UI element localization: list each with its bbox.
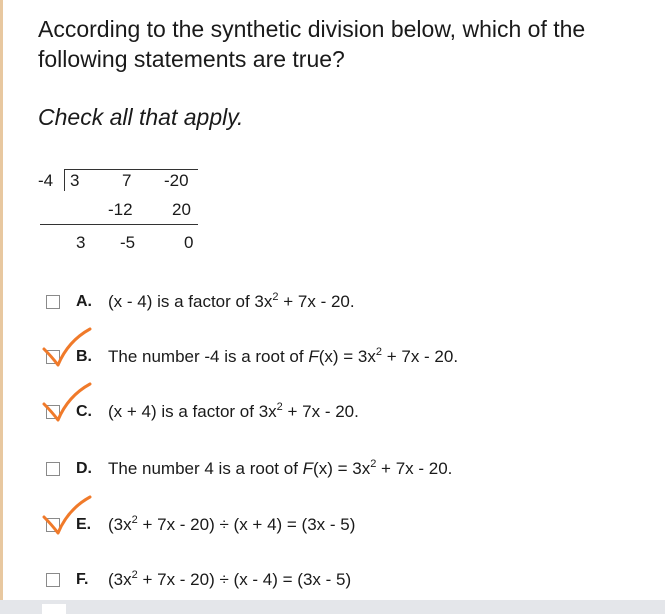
- result-val-1: 3: [76, 233, 86, 252]
- option-b[interactable]: [46, 345, 646, 371]
- option-a[interactable]: [46, 290, 646, 316]
- option-f[interactable]: [46, 568, 646, 594]
- result-val-2: -5: [120, 233, 136, 252]
- top-coef-2: 7: [122, 171, 132, 190]
- option-d-checkbox[interactable]: [46, 462, 60, 476]
- middle-val-1: -12: [108, 200, 133, 219]
- footer-bar: [0, 600, 665, 614]
- option-d[interactable]: [46, 457, 646, 483]
- option-a-letter: A.: [76, 293, 92, 310]
- option-d-letter: D.: [76, 460, 92, 477]
- option-c-letter: C.: [76, 403, 92, 420]
- option-f-text: $(3x^2 + 7x - 20) \div (x - 4) = (3x - 5)$: [108, 569, 352, 589]
- option-b-text: The number -4 is a root of $F(x) = 3x^2 + 7x - 20$.: [108, 346, 459, 366]
- option-c[interactable]: [46, 400, 646, 426]
- middle-val-2: 20: [172, 200, 191, 219]
- division-bracket: [64, 169, 65, 191]
- option-e[interactable]: [46, 513, 646, 539]
- option-e-text: $(3x^2 + 7x - 20) \div (x + 4) = (3x - 5)$: [108, 514, 356, 534]
- option-f-checkbox[interactable]: [46, 573, 60, 587]
- result-val-3: 0: [184, 233, 194, 252]
- option-f-letter: F.: [76, 571, 89, 588]
- option-a-text: (x - 4) is a factor of $3x^2 + 7x - 20$.: [108, 291, 355, 311]
- option-d-text: The number 4 is a root of $F(x) = 3x^2 + 7x - 20$.: [108, 458, 453, 478]
- top-coef-3: -20: [164, 171, 189, 190]
- division-result-line: [40, 224, 198, 225]
- synthetic-division: [38, 166, 208, 261]
- option-c-text: (x + 4) is a factor of $3x^2 + 7x - 20$.: [108, 401, 359, 421]
- option-b-letter: B.: [76, 348, 92, 365]
- top-coef-1: 3: [70, 171, 80, 190]
- option-a-checkbox[interactable]: [46, 295, 60, 309]
- question-text: According to the synthetic division below, which of the following statements are true?: [38, 16, 586, 72]
- footer-control[interactable]: [42, 604, 66, 614]
- left-accent-rule: [0, 0, 3, 614]
- option-e-letter: E.: [76, 516, 92, 533]
- divisor: -4: [38, 171, 54, 190]
- instruction-text: Check all that apply.: [38, 104, 244, 130]
